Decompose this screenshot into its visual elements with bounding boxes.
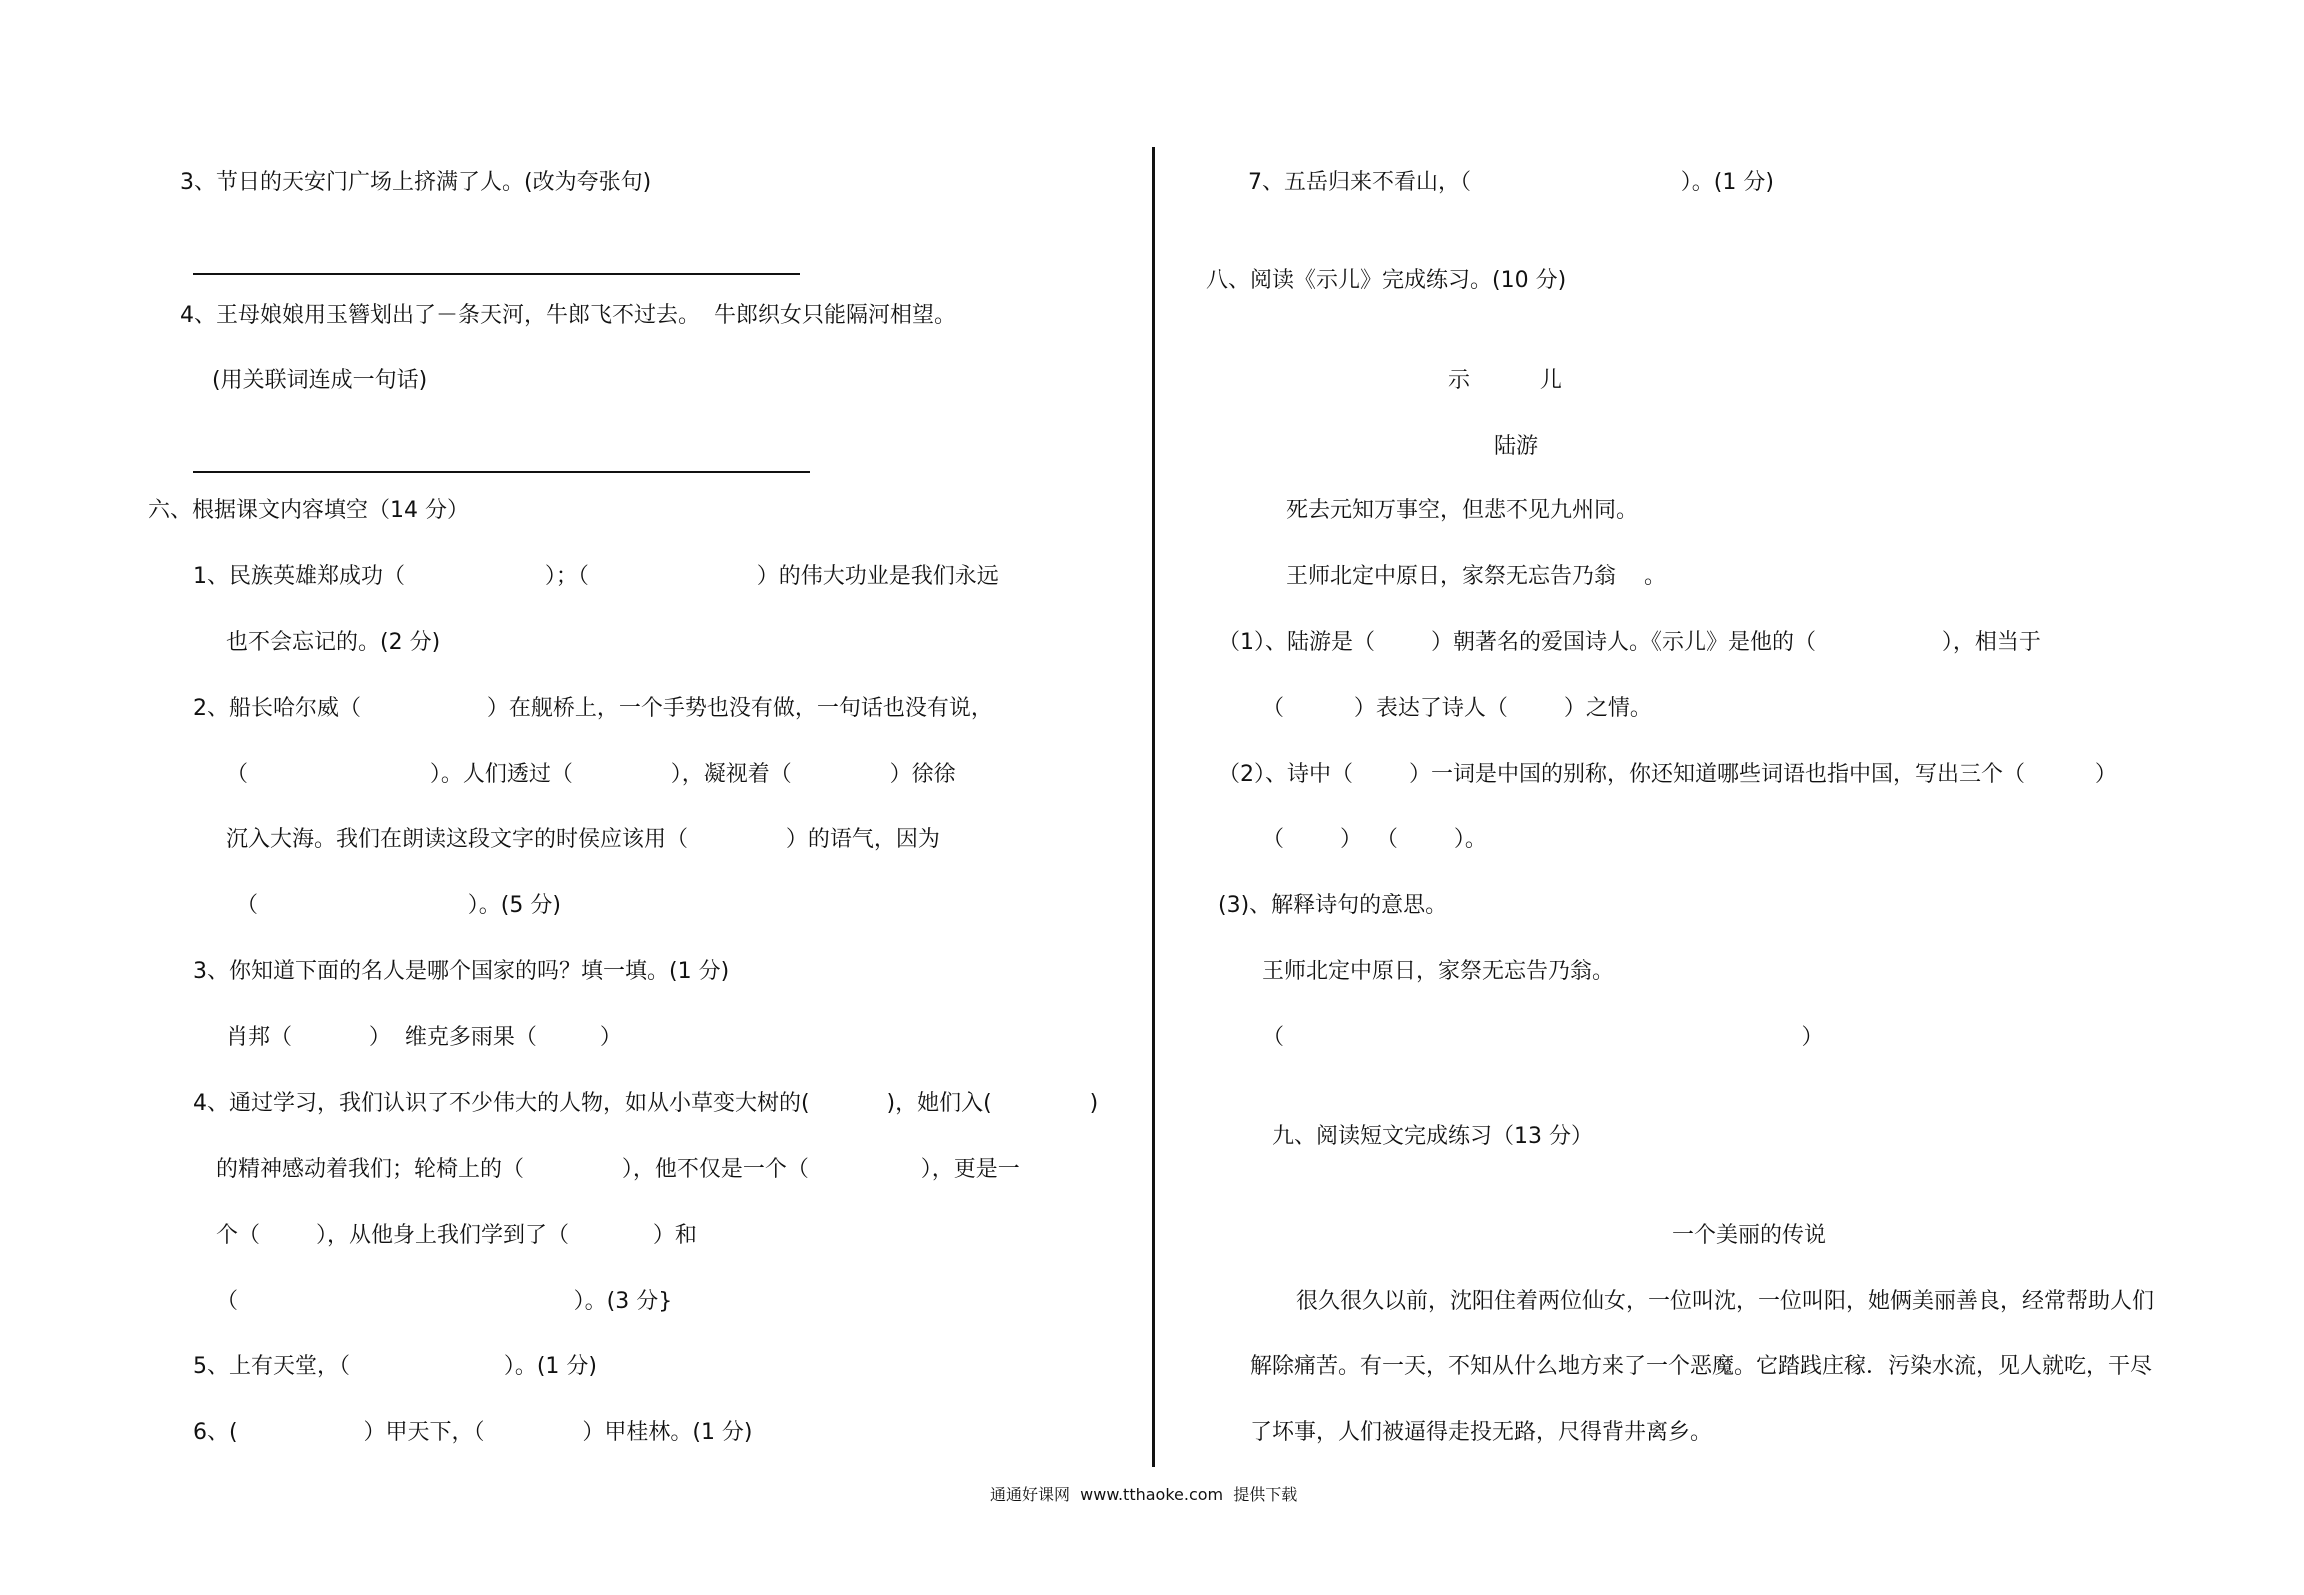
question-6-7: 7、五岳归来不看山，（ ）。(1 分) bbox=[1248, 170, 1774, 195]
question-6-4-line3: 个（ ），从他身上我们学到了（ ）和 bbox=[216, 1223, 697, 1248]
question-8-3-line3: （ ） bbox=[1262, 1025, 1824, 1050]
section-6-title: 六、根据课文内容填空（14 分） bbox=[148, 498, 469, 523]
question-6-3-line1: 3、你知道下面的名人是哪个国家的吗？填一填。(1 分) bbox=[193, 959, 730, 984]
story-paragraph-line1: 很久很久以前，沈阳住着两位仙女，一位叫沈，一位叫阳，她俩美丽善良，经常帮助人们 bbox=[1296, 1289, 2155, 1314]
question-8-2-line2: （ ） （ ）。 bbox=[1262, 827, 1487, 852]
question-8-3-line2: 王师北定中原日，家祭无忘告乃翁。 bbox=[1262, 959, 1615, 984]
answer-line bbox=[193, 471, 810, 473]
question-6-6: 6、( ）甲天下，（ ）甲桂林。(1 分) bbox=[193, 1420, 753, 1445]
question-5-4-note: (用关联词连成一句话) bbox=[212, 368, 428, 393]
poem-line-1: 死去元知万事空，但悲不见九州同。 bbox=[1286, 498, 1639, 523]
story-paragraph-line2: 解除痛苦。有一天，不知从什么地方来了一个恶魔。它踏践庄稼．污染水流，见人就吃，干尽 bbox=[1250, 1354, 2153, 1379]
question-6-4-line4: （ ）。(3 分} bbox=[216, 1289, 673, 1314]
section-8-title: 八、阅读《示儿》完成练习。(10 分) bbox=[1206, 268, 1567, 293]
question-6-1-line1: 1、民族英雄郑成功（ ）；（ ）的伟大功业是我们永远 bbox=[193, 564, 999, 589]
question-6-2-line1: 2、船长哈尔威（ ）在舰桥上，一个手势也没有做，一句话也没有说， bbox=[193, 696, 993, 721]
question-5-3: 3、节日的天安门广场上挤满了人。(改为夸张句) bbox=[180, 170, 652, 195]
question-6-4-line1: 4、通过学习，我们认识了不少伟大的人物，如从小草变大树的( )，她们入( ) bbox=[193, 1091, 1099, 1116]
question-5-4: 4、王母娘娘用玉簪划出了－条天河，牛郎飞不过去。 牛郎织女只能隔河相望。 bbox=[180, 303, 956, 328]
question-8-1-line1: （1）、陆游是（ ）朝著名的爱国诗人。《示儿》是他的（ ），相当于 bbox=[1218, 630, 2041, 655]
answer-line bbox=[193, 273, 800, 275]
poem-author: 陆游 bbox=[1494, 434, 1539, 459]
poem-title: 示 儿 bbox=[1448, 368, 1562, 393]
poem-line-2: 王师北定中原日，家祭无忘告乃翁 。 bbox=[1286, 564, 1666, 589]
question-6-5: 5、上有天堂，（ ）。(1 分) bbox=[193, 1354, 598, 1379]
story-paragraph-line3: 了坏事，人们被逼得走投无路，尺得背井离乡。 bbox=[1250, 1420, 1713, 1445]
question-8-3-line1: (3)、解释诗句的意思。 bbox=[1218, 893, 1448, 918]
question-6-2-line3: 沉入大海。我们在朗读这段文字的时侯应该用（ ）的语气，因为 bbox=[226, 827, 940, 852]
question-6-3-line2: 肖邦（ ） 维克多雨果（ ） bbox=[226, 1025, 622, 1050]
question-6-2-line4: （ ）。(5 分) bbox=[236, 893, 561, 918]
question-6-2-line2: （ ）。人们透过（ ），凝视着（ ）徐徐 bbox=[226, 762, 956, 787]
question-6-4-line2: 的精神感动着我们；轮椅上的（ ），他不仅是一个（ ），更是一 bbox=[216, 1157, 1020, 1182]
question-8-1-line2: （ ）表达了诗人（ ）之情。 bbox=[1262, 696, 1652, 721]
column-divider bbox=[1152, 147, 1155, 1467]
page-footer: 通通好课网 www.tthaoke.com 提供下载 bbox=[990, 1485, 1298, 1504]
question-8-2-line1: （2）、诗中（ ）一词是中国的别称，你还知道哪些词语也指中国，写出三个（ ） bbox=[1218, 762, 2117, 787]
question-6-1-line2: 也不会忘记的。(2 分) bbox=[226, 630, 441, 655]
section-9-title: 九、阅读短文完成练习（13 分） bbox=[1272, 1124, 1593, 1149]
story-title: 一个美丽的传说 bbox=[1672, 1223, 1827, 1248]
